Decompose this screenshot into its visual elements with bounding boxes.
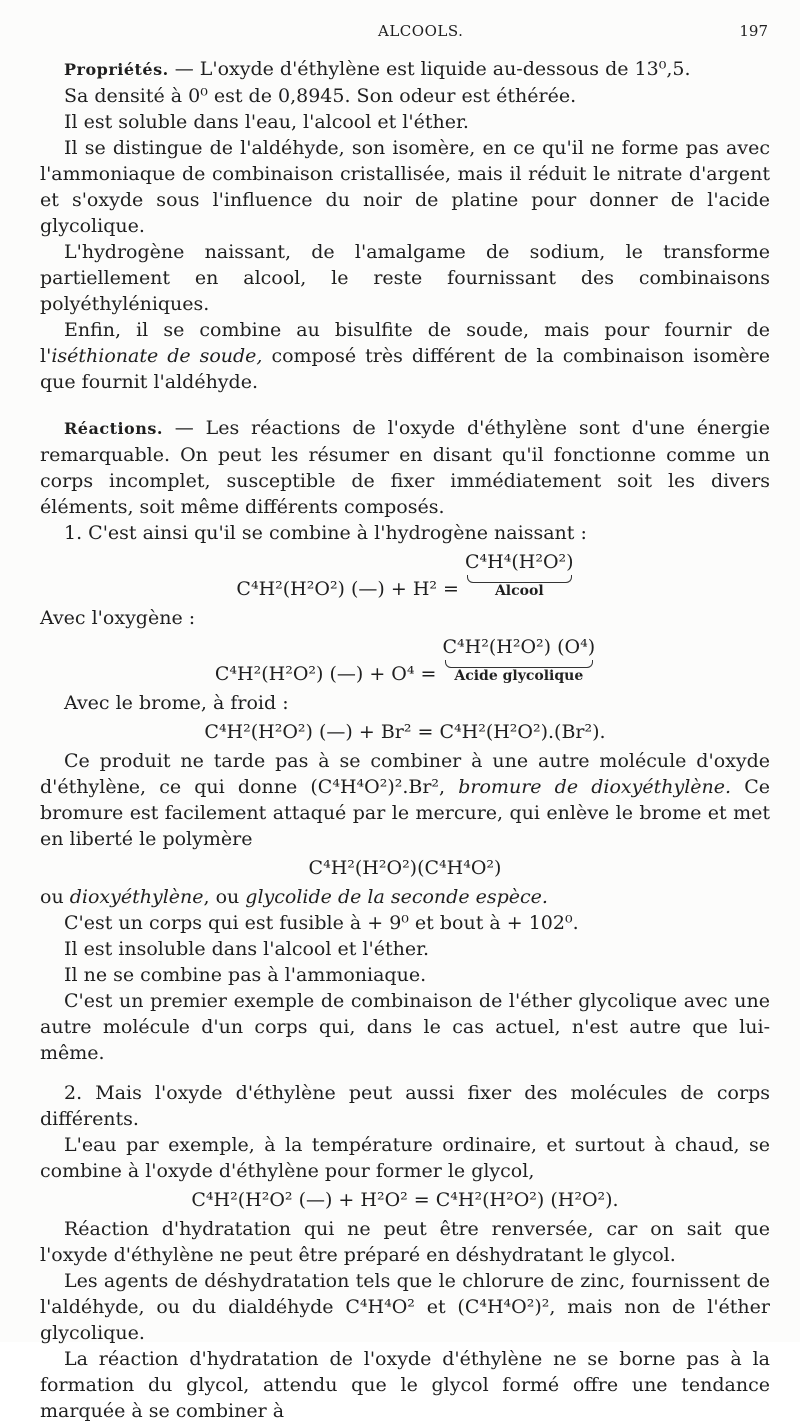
equation-acide-glycolique: C⁴H²(H²O²) (—) + O⁴ = C⁴H²(H²O²) (O⁴) Acide glycolique bbox=[214, 636, 596, 685]
paragraph-last: La réaction d'hydratation de l'oxyde d'éthylène ne se borne pas à la formation du glycol, attendu que le glycol formé offre une tendance marquée à se combiner à bbox=[40, 1348, 770, 1422]
paragraph-soluble: Il est soluble dans l'eau, l'alcool et l'éther. bbox=[64, 111, 469, 133]
equation-polymere: C⁴H²(H²O²)(C⁴H⁴O²) bbox=[308, 857, 502, 879]
paragraph-densite: Sa densité à 0⁰ est de 0,8945. Son odeur est éthérée. bbox=[64, 85, 577, 107]
paragraph-bisulfite: Enfin, il se combine au bisulfite de soude, mais pour fournir de l'iséthionate de soude, composé très différent de la combinaison isomère que fournit l'aldéhyde. bbox=[40, 319, 770, 393]
underbrace bbox=[467, 575, 572, 583]
paragraph-isomere: Il se distingue de l'aldéhyde, son isomère, en ce qu'il ne forme pas avec l'ammoniaque de combinaison cristallisée, mais il réduit le nitrate d'argent et s'oxyde sous l'influence du noir de platine pour donner de l'acide glycolique. bbox=[40, 137, 770, 237]
equation-brome: C⁴H²(H²O²) (—) + Br² = C⁴H²(H²O²).(Br²). bbox=[204, 721, 606, 743]
equation-label: Alcool bbox=[494, 583, 544, 599]
equation-label: Acide glycolique bbox=[454, 668, 584, 684]
paragraph-brome: Avec le brome, à froid : bbox=[64, 692, 289, 714]
equation-alcool: C⁴H²(H²O²) (—) + H² = C⁴H⁴(H²O²) Alcool bbox=[236, 551, 574, 600]
paragraph-premier-exemple: C'est un premier exemple de combinaison de l'éther glycolique avec une autre molécule d'un corps qui, dans le cas actuel, n'est autre que lui-même. bbox=[40, 990, 770, 1064]
paragraph-insoluble: Il est insoluble dans l'alcool et l'éther. bbox=[64, 938, 430, 960]
paragraph-fusible: C'est un corps qui est fusible à + 9⁰ et bout à + 102⁰. bbox=[64, 912, 579, 934]
section-heading-reactions: Réactions. bbox=[64, 419, 163, 438]
paragraph-oxygene: Avec l'oxygène : bbox=[40, 607, 196, 629]
page-number: 197 bbox=[739, 22, 768, 40]
underbrace bbox=[445, 660, 594, 668]
paragraph-dioxyethylene: ou dioxyéthylène, ou glycolide de la seconde espèce. bbox=[40, 886, 548, 908]
paragraph-bromure: Ce produit ne tarde pas à se combiner à une autre molécule d'oxyde d'éthylène, ce qui donne (C⁴H⁴O²)².Br², bromure de dioxyéthylène. Ce bromure est facilement attaqué par le mercure, qui enlève le brome et met en liberté le polymère bbox=[40, 750, 770, 850]
paragraph-reactions: Réactions. — Les réactions de l'oxyde d'éthylène sont d'une énergie remarquable. On peut les résumer en disant qu'il fonctionne comme un corps incomplet, susceptible de fixer immédiatement soit les divers éléments, soit même différents composés. bbox=[40, 417, 770, 518]
page-header bbox=[0, 20, 800, 46]
paragraph-item-1: 1. C'est ainsi qu'il se combine à l'hydrogène naissant : bbox=[64, 522, 587, 544]
section-heading-proprietes: Propriétés. bbox=[64, 60, 169, 79]
paragraph-item-2: 2. Mais l'oxyde d'éthylène peut aussi fixer des molécules de corps différents. bbox=[40, 1082, 770, 1130]
paragraph-hydratation: Réaction d'hydratation qui ne peut être renversée, car on sait que l'oxyde d'éthylène ne peut être préparé en déshydratant le glycol. bbox=[40, 1218, 770, 1266]
running-title: ALCOOLS. bbox=[378, 22, 464, 40]
paragraph-ammoniaque: Il ne se combine pas à l'ammoniaque. bbox=[64, 964, 427, 986]
paragraph-agents: Les agents de déshydratation tels que le chlorure de zinc, fournissent de l'aldéhyde, ou du dialdéhyde C⁴H⁴O² et (C⁴H⁴O²)², mais non de l'éther glycolique. bbox=[40, 1270, 770, 1344]
page-body bbox=[40, 56, 770, 1424]
paragraph-proprietes: Propriétés. — L'oxyde d'éthylène est liquide au-dessous de 13⁰,5. bbox=[64, 58, 691, 80]
paragraph-eau: L'eau par exemple, à la température ordinaire, et surtout à chaud, se combine à l'oxyde d'éthylène pour former le glycol, bbox=[40, 1134, 770, 1182]
equation-glycol: C⁴H²(H²O² (—) + H²O² = C⁴H²(H²O²) (H²O²). bbox=[191, 1189, 619, 1211]
paragraph-hydrogene: L'hydrogène naissant, de l'amalgame de sodium, le transforme partiellement en alcool, le reste fournissant des combinaisons polyéthyléniques. bbox=[40, 241, 770, 315]
